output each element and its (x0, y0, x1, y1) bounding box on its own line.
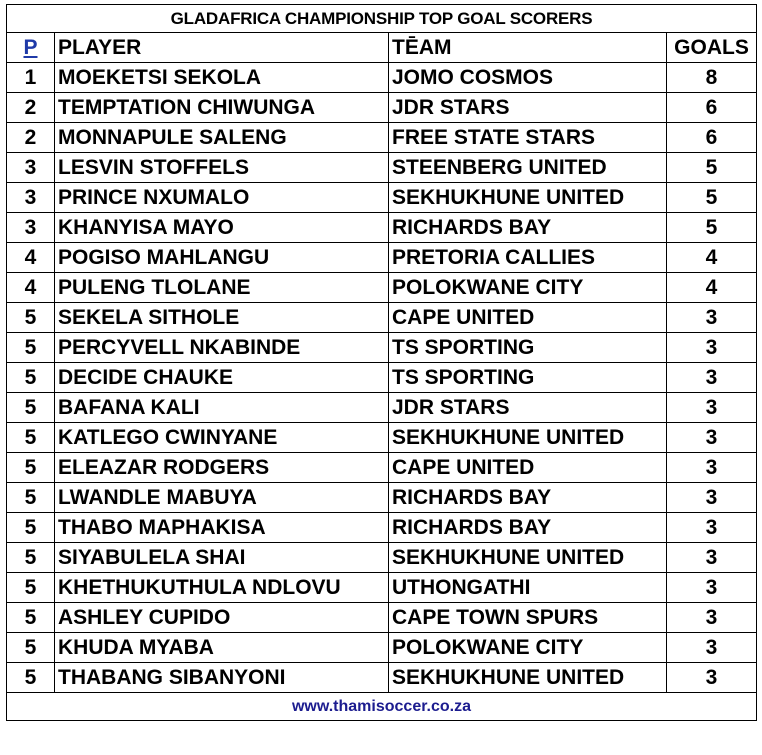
table-row (7, 603, 757, 633)
team-cell: CAPE UNITED (389, 303, 667, 333)
position-cell: 5 (7, 453, 55, 483)
player-cell: POGISO MAHLANGU (55, 243, 389, 273)
team-cell: TS SPORTING (389, 363, 667, 393)
table-row (7, 183, 757, 213)
team-cell: FREE STATE STARS (389, 123, 667, 153)
position-cell: 5 (7, 663, 55, 693)
goals-cell: 3 (667, 333, 757, 363)
team-cell: JOMO COSMOS (389, 63, 667, 93)
table-row (7, 483, 757, 513)
position-cell: 5 (7, 483, 55, 513)
position-cell: 5 (7, 303, 55, 333)
goals-cell: 3 (667, 573, 757, 603)
goals-cell: 3 (667, 423, 757, 453)
goals-cell: 3 (667, 303, 757, 333)
team-cell: SEKHUKHUNE UNITED (389, 183, 667, 213)
goals-cell: 5 (667, 183, 757, 213)
position-cell: 5 (7, 333, 55, 363)
player-cell: DECIDE CHAUKE (55, 363, 389, 393)
table-row (7, 423, 757, 453)
player-cell: TEMPTATION CHIWUNGA (55, 93, 389, 123)
position-cell: 5 (7, 543, 55, 573)
team-cell: SEKHUKHUNE UNITED (389, 663, 667, 693)
table-row (7, 303, 757, 333)
team-cell: CAPE UNITED (389, 453, 667, 483)
position-cell: 3 (7, 183, 55, 213)
player-column-header: PLAYER (55, 33, 389, 63)
goals-cell: 3 (667, 543, 757, 573)
position-cell: 3 (7, 213, 55, 243)
team-cell: POLOKWANE CITY (389, 633, 667, 663)
footer-cell (7, 693, 757, 721)
title-row (7, 5, 757, 33)
position-cell: 5 (7, 363, 55, 393)
goals-cell: 4 (667, 243, 757, 273)
table-row (7, 363, 757, 393)
goals-cell: 3 (667, 513, 757, 543)
position-column-header[interactable] (7, 33, 55, 63)
goals-cell: 6 (667, 93, 757, 123)
team-cell: SEKHUKHUNE UNITED (389, 423, 667, 453)
player-cell: SEKELA SITHOLE (55, 303, 389, 333)
position-cell: 5 (7, 513, 55, 543)
team-cell: RICHARDS BAY (389, 213, 667, 243)
team-cell: STEENBERG UNITED (389, 153, 667, 183)
player-cell: KHUDA MYABA (55, 633, 389, 663)
goals-cell: 4 (667, 273, 757, 303)
goals-cell: 3 (667, 603, 757, 633)
team-column-header: TĒAM (389, 33, 667, 63)
table-row (7, 273, 757, 303)
position-cell: 5 (7, 423, 55, 453)
team-cell: RICHARDS BAY (389, 483, 667, 513)
position-cell: 3 (7, 153, 55, 183)
team-cell: PRETORIA CALLIES (389, 243, 667, 273)
footer-row (7, 693, 757, 721)
player-cell: ASHLEY CUPIDO (55, 603, 389, 633)
position-cell: 4 (7, 273, 55, 303)
player-cell: MOEKETSI SEKOLA (55, 63, 389, 93)
goals-cell: 3 (667, 393, 757, 423)
team-cell: CAPE TOWN SPURS (389, 603, 667, 633)
goals-cell: 5 (667, 213, 757, 243)
player-cell: ELEAZAR RODGERS (55, 453, 389, 483)
team-cell: JDR STARS (389, 393, 667, 423)
table-row (7, 663, 757, 693)
table-row (7, 63, 757, 93)
table-row (7, 93, 757, 123)
team-cell: UTHONGATHI (389, 573, 667, 603)
table-row (7, 213, 757, 243)
position-cell: 5 (7, 393, 55, 423)
player-cell: PRINCE NXUMALO (55, 183, 389, 213)
team-cell: SEKHUKHUNE UNITED (389, 543, 667, 573)
table-row (7, 453, 757, 483)
goals-cell: 3 (667, 363, 757, 393)
table-row (7, 123, 757, 153)
position-cell: 5 (7, 603, 55, 633)
position-cell: 2 (7, 93, 55, 123)
goals-cell: 3 (667, 633, 757, 663)
table-row (7, 513, 757, 543)
player-cell: THABO MAPHAKISA (55, 513, 389, 543)
goals-cell: 3 (667, 453, 757, 483)
table-row (7, 633, 757, 663)
goals-cell: 8 (667, 63, 757, 93)
table-row (7, 543, 757, 573)
player-cell: KHANYISA MAYO (55, 213, 389, 243)
table-row (7, 333, 757, 363)
goals-column-header: GOALS (667, 33, 757, 63)
position-cell: 5 (7, 633, 55, 663)
goals-cell: 3 (667, 483, 757, 513)
team-cell: POLOKWANE CITY (389, 273, 667, 303)
goals-cell: 5 (667, 153, 757, 183)
team-cell: TS SPORTING (389, 333, 667, 363)
table-title: GLADAFRICA CHAMPIONSHIP TOP GOAL SCORERS (7, 5, 757, 33)
player-cell: MONNAPULE SALENG (55, 123, 389, 153)
player-cell: THABANG SIBANYONI (55, 663, 389, 693)
player-cell: SIYABULELA SHAI (55, 543, 389, 573)
position-sort-link[interactable]: P (23, 35, 38, 59)
header-row (7, 33, 757, 63)
table-row (7, 153, 757, 183)
goals-cell: 3 (667, 663, 757, 693)
player-cell: KATLEGO CWINYANE (55, 423, 389, 453)
player-cell: PERCYVELL NKABINDE (55, 333, 389, 363)
team-cell: RICHARDS BAY (389, 513, 667, 543)
team-cell: JDR STARS (389, 93, 667, 123)
table-row (7, 393, 757, 423)
table-row (7, 243, 757, 273)
table-row (7, 573, 757, 603)
player-cell: BAFANA KALI (55, 393, 389, 423)
position-cell: 5 (7, 573, 55, 603)
position-cell: 2 (7, 123, 55, 153)
player-cell: LESVIN STOFFELS (55, 153, 389, 183)
player-cell: PULENG TLOLANE (55, 273, 389, 303)
player-cell: LWANDLE MABUYA (55, 483, 389, 513)
goals-cell: 6 (667, 123, 757, 153)
player-cell: KHETHUKUTHULA NDLOVU (55, 573, 389, 603)
position-cell: 1 (7, 63, 55, 93)
website-link[interactable]: www.thamisoccer.co.za (291, 697, 472, 715)
position-cell: 4 (7, 243, 55, 273)
top-scorers-table (6, 4, 757, 721)
